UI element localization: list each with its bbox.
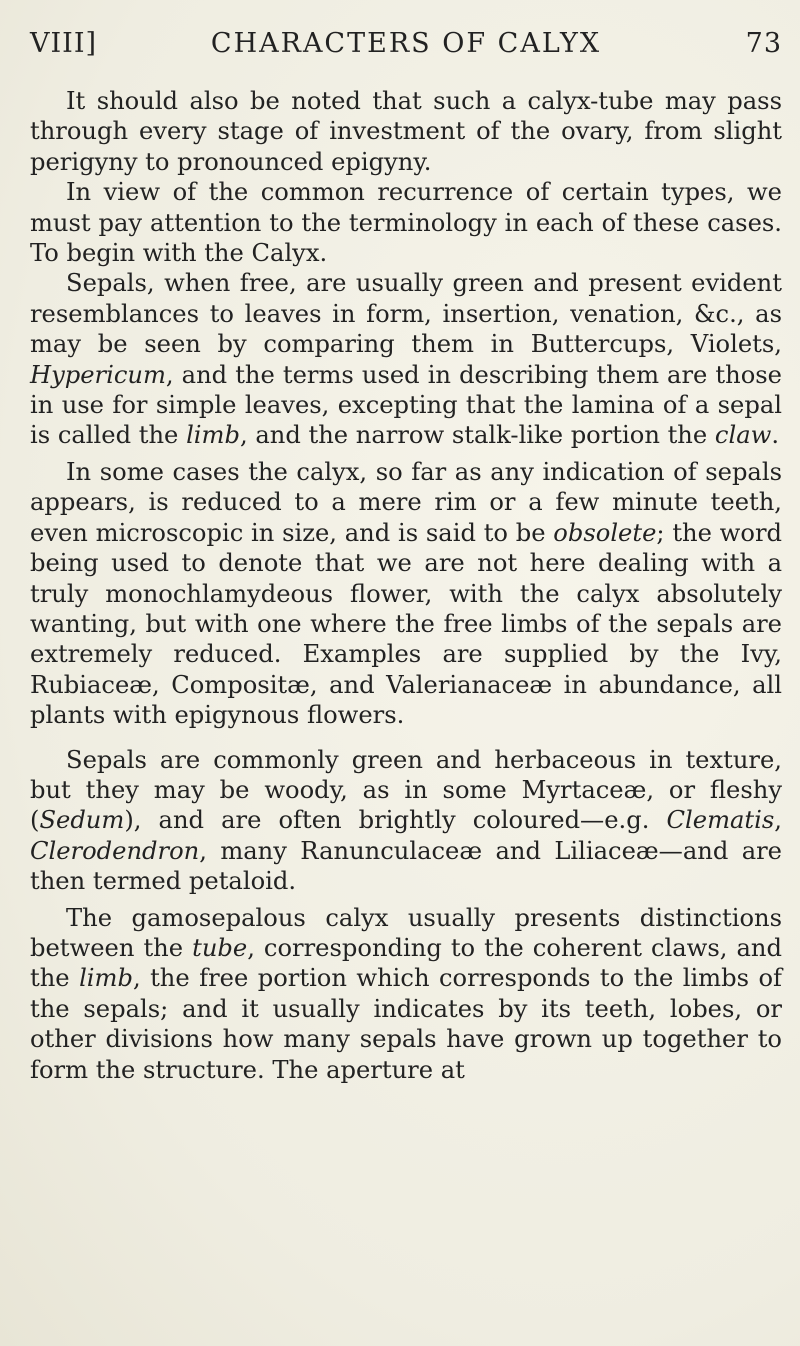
text-run: , corresponding to the coherent claws, and the: [30, 933, 782, 993]
paragraph: [30, 457, 782, 731]
text-run: , many Ranunculaceæ and Liliaceæ—and are then termed petaloid.: [30, 836, 782, 896]
chapter-marker: VIII]: [30, 28, 98, 59]
text-run: The gamosepalous calyx usually presents distinctions between the: [30, 903, 782, 962]
text-run: , and the terms used in describing them are those in use for simple leaves, excepting that the lamina of a sepal is called the: [30, 360, 782, 450]
text-run: Sepals, when free, are usually green and present evident resemblances to leaves in form, insertion, venation, &c., as may be seen by comparing them in Buttercups, Violets,: [30, 269, 782, 359]
page-number: 73: [745, 28, 782, 59]
italic-term: Hypericum: [30, 360, 166, 389]
italic-term: Clematis: [666, 806, 775, 835]
text-run: , the free portion which corresponds to the limbs of the sepals; and it usually indicates by its teeth, lobes, or other divisions how many sepals have grown up together to form the structure. The aperture at: [30, 964, 782, 1084]
text-run: , and the narrow stalk-like portion the: [239, 421, 715, 450]
italic-term: Sedum: [39, 806, 125, 835]
text-run: Sepals are commonly green and herbaceous in texture, but they may be woody, as in some Myrtaceæ, or fleshy (: [30, 745, 782, 835]
body-text: [30, 86, 782, 1085]
paragraph: [30, 86, 782, 177]
text-run: .: [771, 421, 780, 450]
paragraph: [30, 268, 782, 450]
italic-term: obsolete: [553, 518, 657, 547]
text-run: In some cases the calyx, so far as any indication of sepals appears, is reduced to a mere rim or a few minute teeth, even microscopic in size, and is said to be: [30, 457, 782, 547]
italic-term: limb: [186, 421, 240, 450]
italic-term: limb: [79, 964, 133, 993]
running-title: CHARACTERS OF CALYX: [210, 28, 602, 59]
italic-term: Clerodendron: [30, 836, 200, 865]
italic-term: tube: [192, 933, 248, 962]
paragraph: [30, 177, 782, 268]
text-run: It should also be noted that such a calyx-tube may pass through every stage of investment of the ovary, from slight perigyny to pronounced epigyny.: [30, 87, 782, 176]
text-run: ,: [774, 806, 782, 835]
paragraph: [30, 903, 782, 1085]
text-run: ), and are often brightly coloured—e.g.: [124, 806, 667, 835]
running-header: [30, 28, 782, 68]
text-run: ; the word being used to denote that we are not here dealing with a truly monochlamydeous flower, with the calyx absolutely wanting, but with one where the free limbs of the sepals are extremely reduced. Examples are supplied by the Ivy, Rubiaceæ, Compositæ, and Valerianaceæ in abundance, all plants with epigynous flowers.: [30, 518, 782, 730]
paragraph: [30, 745, 782, 897]
italic-term: claw: [714, 421, 772, 450]
text-run: In view of the common recurrence of certain types, we must pay attention to the terminology in each of these cases. To begin with the Calyx.: [30, 178, 782, 268]
